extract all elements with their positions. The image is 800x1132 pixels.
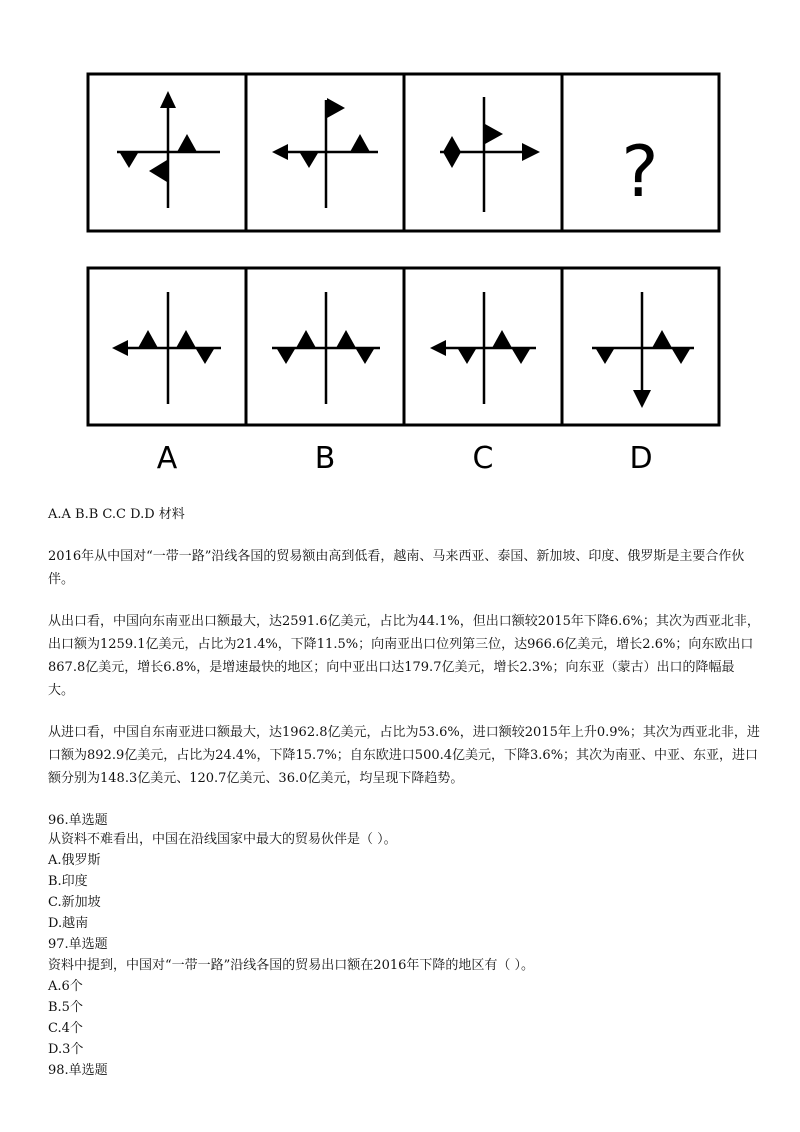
question-96-option-a[interactable]: A.俄罗斯: [48, 853, 101, 868]
question-97-option-a[interactable]: A.6个: [48, 979, 83, 994]
sequence-figure-2: [272, 98, 378, 208]
question-97-option-d[interactable]: D.3个: [48, 1042, 84, 1057]
material-paragraph-1: 2016年从中国对“一带一路”沿线各国的贸易额由高到低看，越南、马来西亚、泰国、新加坡、印度、俄罗斯是主要合作伙伴。: [48, 549, 745, 587]
option-label-d: D: [629, 441, 653, 476]
question-mark: ?: [621, 131, 659, 213]
option-label-a: A: [156, 441, 178, 476]
material-paragraph-2: 从出口看，中国向东南亚出口额最大，达2591.6亿美元，占比为44.1%，但出口额较2015年下降6.6%；其次为西亚北非，出口额为1259.1亿美元，占比为21.4%，下降11.5%；向南亚出口位列第三位，达966.6亿美元，增长2.6%；向东欧出口867.8亿美元，增长6.8%，是增速最快的地区；向中亚出口达179.7亿美元，增长2.3%；向东亚（蒙古）出口的降幅最大。: [48, 614, 760, 698]
sequence-figure-3: [440, 97, 540, 212]
option-label-b: B: [314, 441, 336, 476]
question-96-stem: 从资料不难看出，中国在沿线国家中最大的贸易伙伴是（ ）。: [48, 832, 397, 847]
question-96-option-c[interactable]: C.新加坡: [48, 895, 101, 910]
option-figure-b: [272, 292, 380, 404]
option-figure-d: [592, 292, 694, 408]
option-figure-c: [430, 292, 536, 404]
question-97-option-b[interactable]: B.5个: [48, 1000, 83, 1015]
question-96-option-d[interactable]: D.越南: [48, 916, 89, 931]
answer-options-line: A.A B.B C.C D.D 材料: [48, 507, 185, 522]
question-97-type: 97.单选题: [48, 937, 108, 952]
question-97-stem: 资料中提到，中国对“一带一路”沿线各国的贸易出口额在2016年下降的地区有（ ）。: [48, 958, 535, 973]
option-figure-a: [112, 292, 221, 404]
sequence-figure-1: [117, 91, 220, 208]
figure-reasoning-puzzle: [0, 0, 800, 490]
material-paragraph-3: 从进口看，中国自东南亚进口额最大，达1962.8亿美元，占比为53.6%，进口额较2015年上升0.9%；其次为西亚北非，进口额为892.9亿美元，占比为24.4%，下降15.7%；自东欧进口500.4亿美元，下降3.6%；其次为南亚、中亚、东亚，进口额分别为148.3亿美元、120.7亿美元、36.0亿美元，均呈现下降趋势。: [48, 725, 760, 786]
question-97-option-c[interactable]: C.4个: [48, 1021, 83, 1036]
question-96-type: 96.单选题: [48, 813, 108, 828]
question-98-type: 98.单选题: [48, 1063, 108, 1078]
option-label-c: C: [472, 441, 494, 476]
question-96-option-b[interactable]: B.印度: [48, 874, 88, 889]
